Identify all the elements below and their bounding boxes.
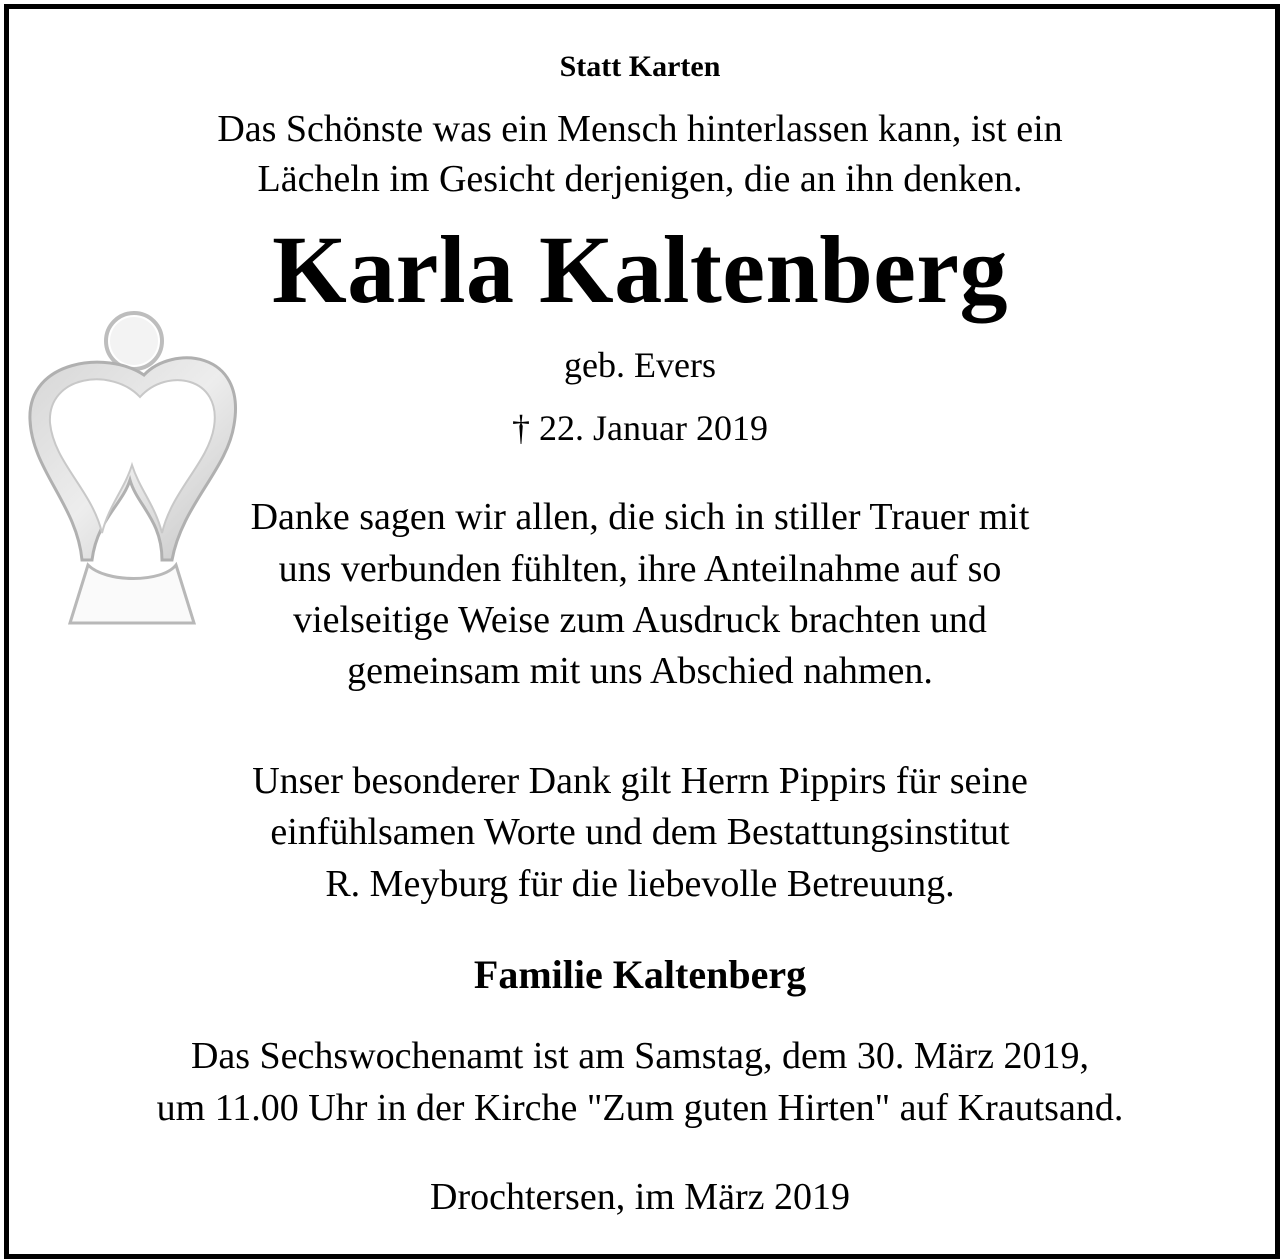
header-statt-karten: Statt Karten [559,50,721,83]
thanks-line-1: Danke sagen wir allen, die sich in stiller Trauer mit [250,496,1030,538]
special-thanks-line-1: Unser besonderer Dank gilt Herrn Pippirs für seine [252,760,1028,802]
deceased-name: Karla Kaltenberg [272,216,1008,323]
thanks-line-3: vielseitige Weise zum Ausdruck brachten und [293,599,987,641]
thanks-line-2: uns verbunden fühlten, ihre Anteilnahme auf so [278,548,1002,590]
place-date: Drochtersen, im März 2019 [430,1176,850,1218]
service-line-1: Das Sechswochenamt ist am Samstag, dem 30. März 2019, [190,1035,1090,1077]
quote-line-1: Das Schönste was ein Mensch hinterlassen kann, ist ein [217,108,1063,150]
quote-line-2: Lächeln im Gesicht derjenigen, die an ihn denken. [257,158,1023,200]
service-line-2: um 11.00 Uhr in der Kirche "Zum guten Hirten" auf Krautsand. [156,1087,1124,1129]
maiden-name: geb. Evers [564,345,716,385]
special-thanks-line-2: einfühlsamen Worte und dem Bestattungsinstitut [270,811,1010,853]
special-thanks-line-3: R. Meyburg für die liebevolle Betreuung. [325,863,955,905]
thanks-line-4: gemeinsam mit uns Abschied nahmen. [347,650,933,692]
death-date: † 22. Januar 2019 [512,408,768,448]
family-signature: Familie Kaltenberg [473,952,807,997]
